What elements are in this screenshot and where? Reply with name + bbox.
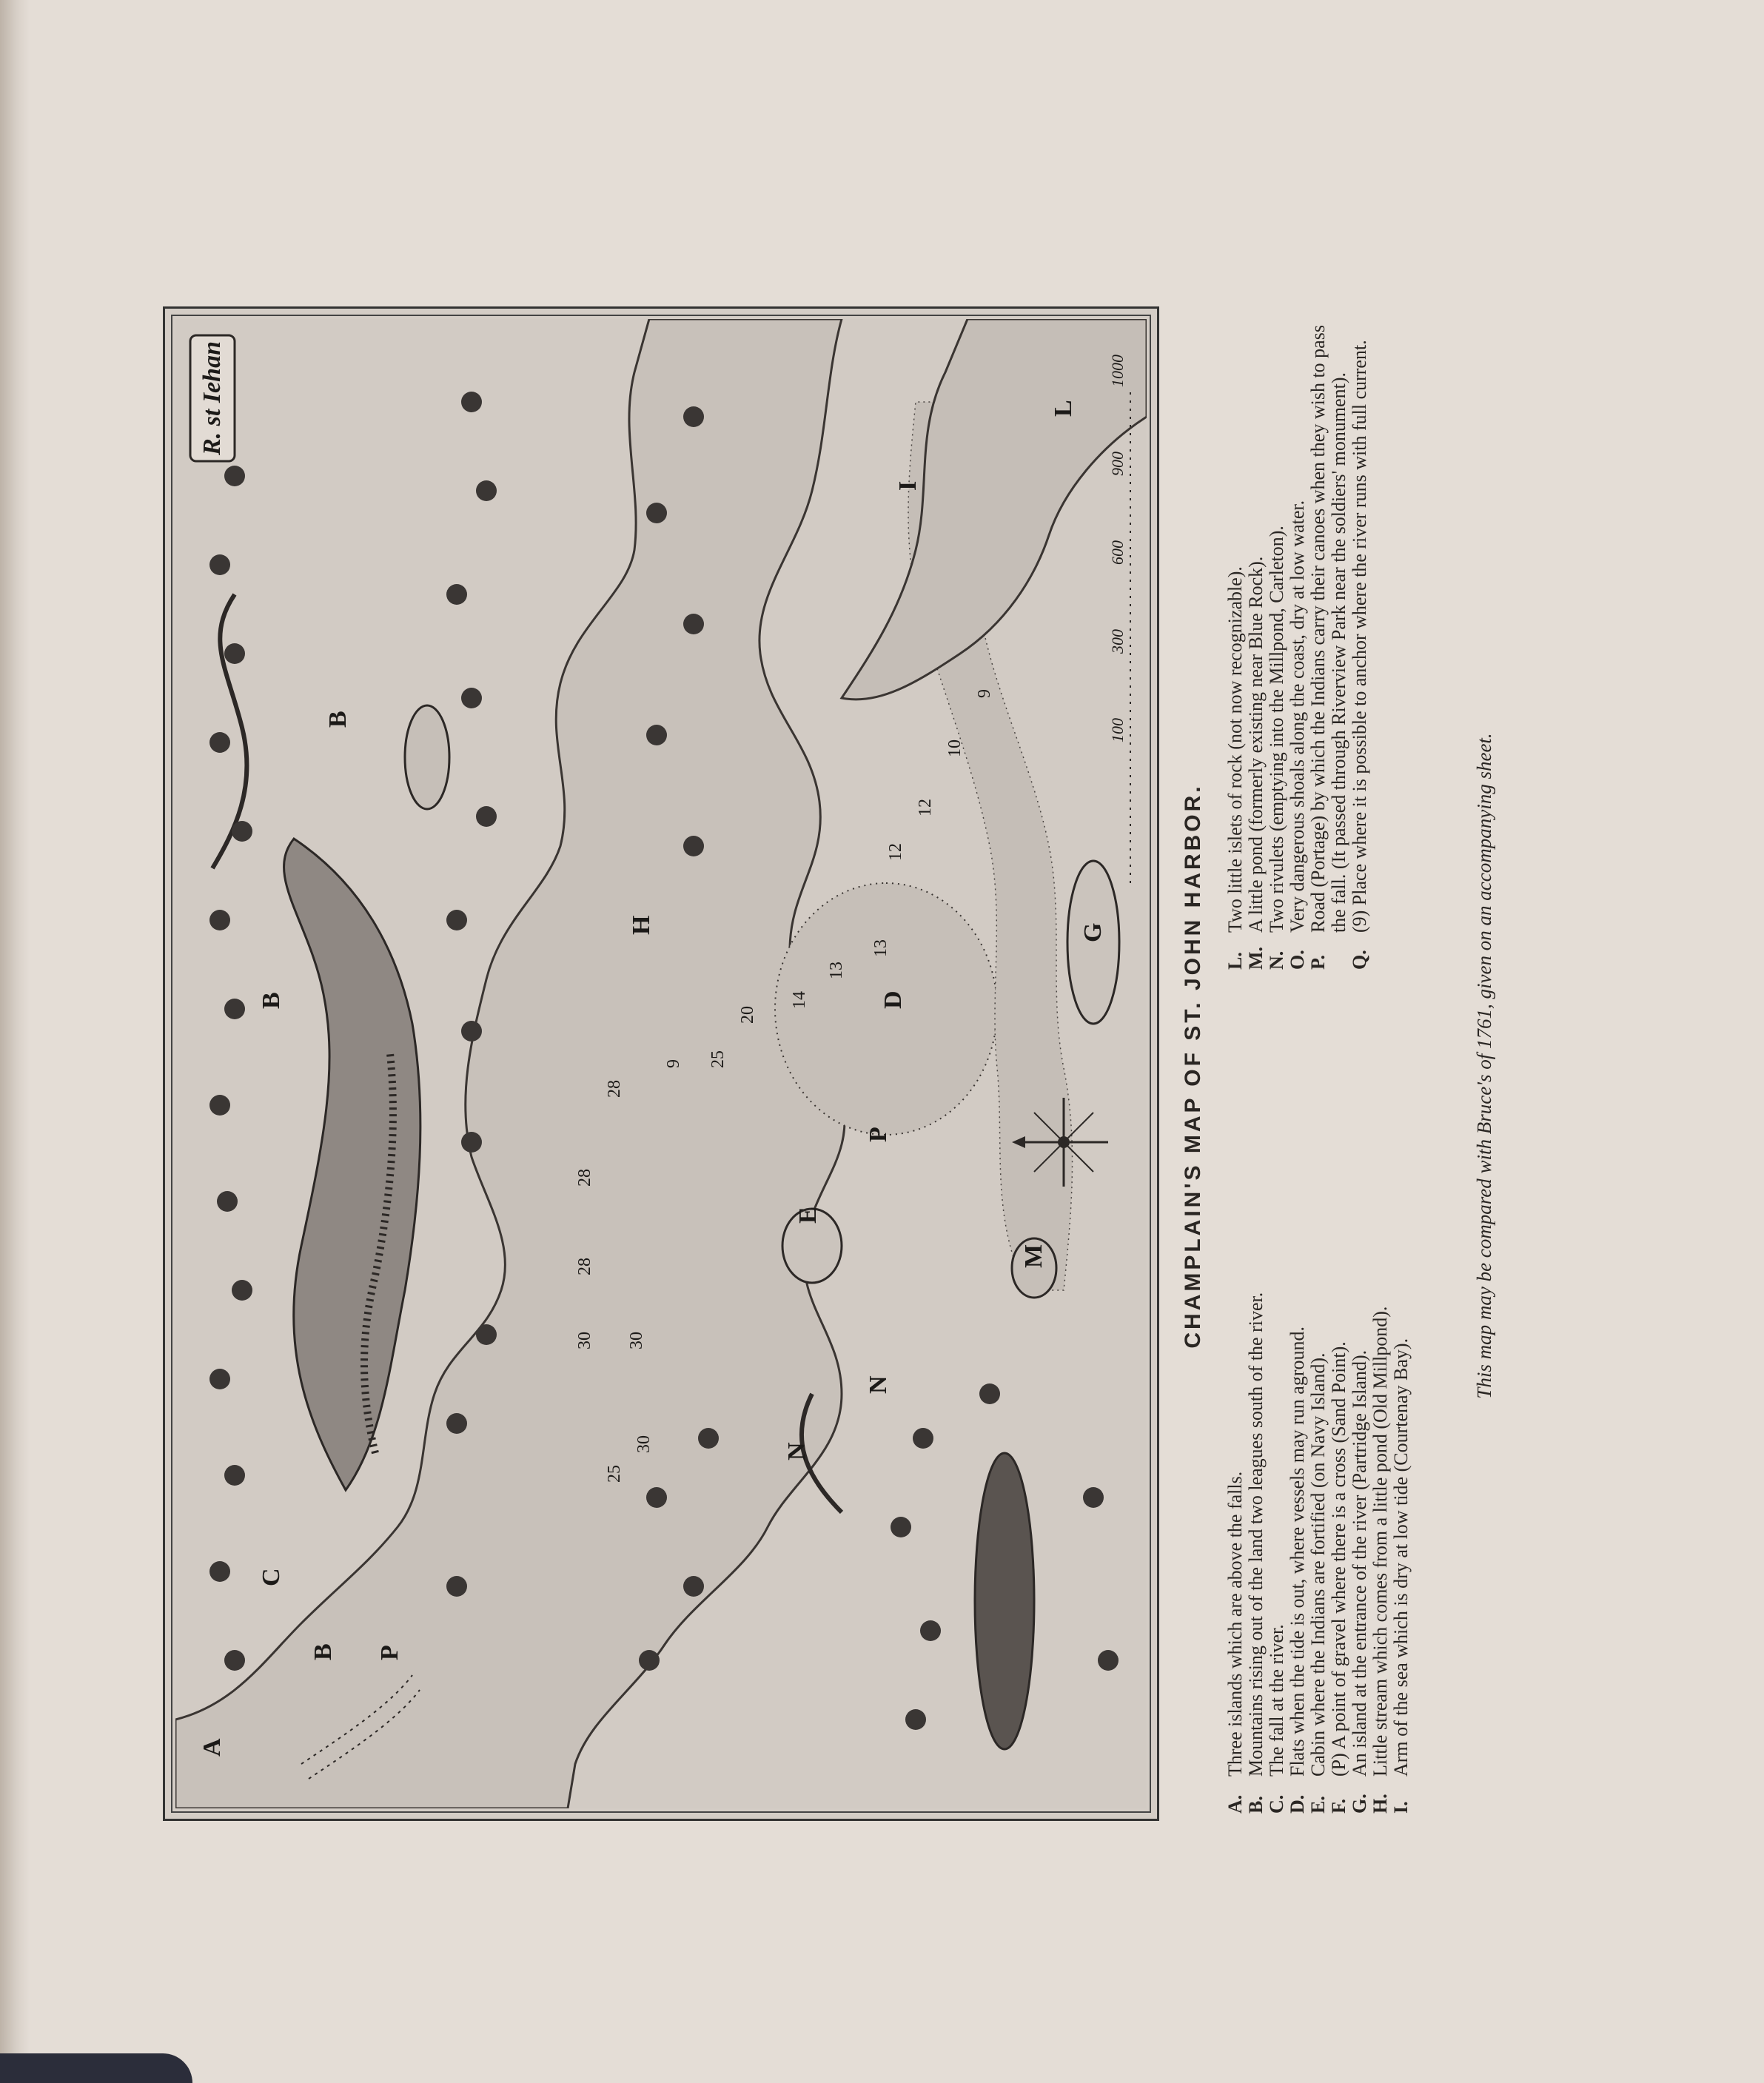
legend-item: M. A little pond (formerly existing near Blue Rock).: [1245, 556, 1267, 970]
legend-item: I. Arm of the sea which is dry at low tide (Courtenay Bay).: [1390, 1338, 1412, 1814]
banner-cartouche: [190, 335, 235, 461]
svg-text:20: 20: [738, 1006, 757, 1024]
map-label-i: I: [894, 480, 922, 491]
legend-item: F. (P) A point of gravel where there is a cross (Sand Point).: [1328, 1341, 1349, 1814]
svg-text:30: 30: [575, 1332, 594, 1349]
svg-text:30: 30: [627, 1332, 646, 1349]
legend-left: [1225, 985, 1412, 1814]
legend-item: E. Cabin where the Indians are fortified (on Navy Island).: [1307, 1352, 1329, 1814]
svg-text:25: 25: [605, 1465, 624, 1483]
footnote: This map may be compared with Bruce's of 1761, given on an accompanying sheet.: [1473, 733, 1495, 1399]
svg-text:28: 28: [575, 1169, 594, 1187]
map-label-b: B: [309, 1643, 337, 1660]
svg-text:9: 9: [664, 1059, 683, 1068]
map-label-b: B: [258, 992, 285, 1009]
svg-text:600: 600: [1108, 540, 1127, 565]
legend-item: D. Flats when the tide is out, where vessels may run aground.: [1287, 1326, 1308, 1814]
legend-right: [1225, 311, 1370, 970]
map-title: CHAMPLAIN'S MAP OF ST. JOHN HARBOR.: [1181, 783, 1205, 1349]
svg-text:900: 900: [1108, 452, 1127, 476]
svg-text:R. st Iehan: R. st Iehan: [198, 341, 226, 455]
map-label-m: M: [1020, 1244, 1047, 1268]
svg-text:14: 14: [790, 991, 809, 1009]
legend-item: B. Mountains rising out of the land two leagues south of the river.: [1245, 1292, 1267, 1814]
legend-item: O. Very dangerous shoals along the coast, dry at low water.: [1287, 500, 1308, 970]
map-label-n: N: [783, 1442, 811, 1460]
map-label-p: P: [376, 1645, 403, 1660]
rotated-page-content: [59, 303, 1525, 1821]
map-label-n: N: [865, 1375, 892, 1394]
svg-text:100: 100: [1108, 718, 1127, 742]
legend-item: H. Little stream which comes from a little pond (Old Millpond).: [1369, 1306, 1391, 1814]
page-binding-edge: [0, 0, 30, 2083]
map-frame: [163, 306, 1159, 1821]
svg-text:25: 25: [708, 1050, 728, 1068]
svg-text:10: 10: [945, 739, 965, 757]
map-label-d: D: [879, 990, 907, 1009]
legend-item: C. The fall at the river.: [1266, 1624, 1287, 1814]
champlain-map: [175, 319, 1147, 1808]
svg-text:13: 13: [871, 939, 891, 957]
legend-item: G. An island at the entrance of the river (Partridge Island).: [1349, 1349, 1370, 1814]
legend-item: P. Road (Portage) by which the Indians carry their canoes when they wish to pass the fall. (It passed through Riverview Park near the soldiers' monument).: [1307, 325, 1349, 970]
svg-text:300: 300: [1108, 629, 1127, 654]
svg-text:28: 28: [605, 1080, 624, 1098]
map-label-l: L: [1050, 400, 1077, 417]
legend-item: L. Two little islets of rock (not now recognizable).: [1224, 566, 1246, 970]
book-cover-shadow: [0, 2053, 192, 2083]
map-label-b: B: [324, 711, 352, 728]
svg-text:28: 28: [575, 1258, 594, 1275]
map-label-g: G: [1079, 922, 1107, 942]
legend-item: Q. (9) Place where it is possible to anchor where the river runs with full current.: [1349, 340, 1370, 970]
svg-text:13: 13: [827, 962, 846, 979]
svg-text:30: 30: [634, 1435, 654, 1453]
svg-text:12: 12: [886, 843, 905, 861]
svg-text:1000: 1000: [1108, 355, 1127, 387]
map-label-e: E: [794, 1207, 822, 1224]
svg-text:9: 9: [975, 689, 994, 698]
map-label-a: A: [198, 1738, 226, 1757]
map-label-c: C: [258, 1568, 285, 1586]
map-label-p: P: [865, 1127, 892, 1142]
legend-item: A. Three islands which are above the falls.: [1224, 1471, 1246, 1814]
legend-item: N. Two rivulets (emptying into the Millpond, Carleton).: [1266, 526, 1287, 970]
map-label-h: H: [628, 915, 655, 935]
svg-text:12: 12: [916, 799, 935, 816]
